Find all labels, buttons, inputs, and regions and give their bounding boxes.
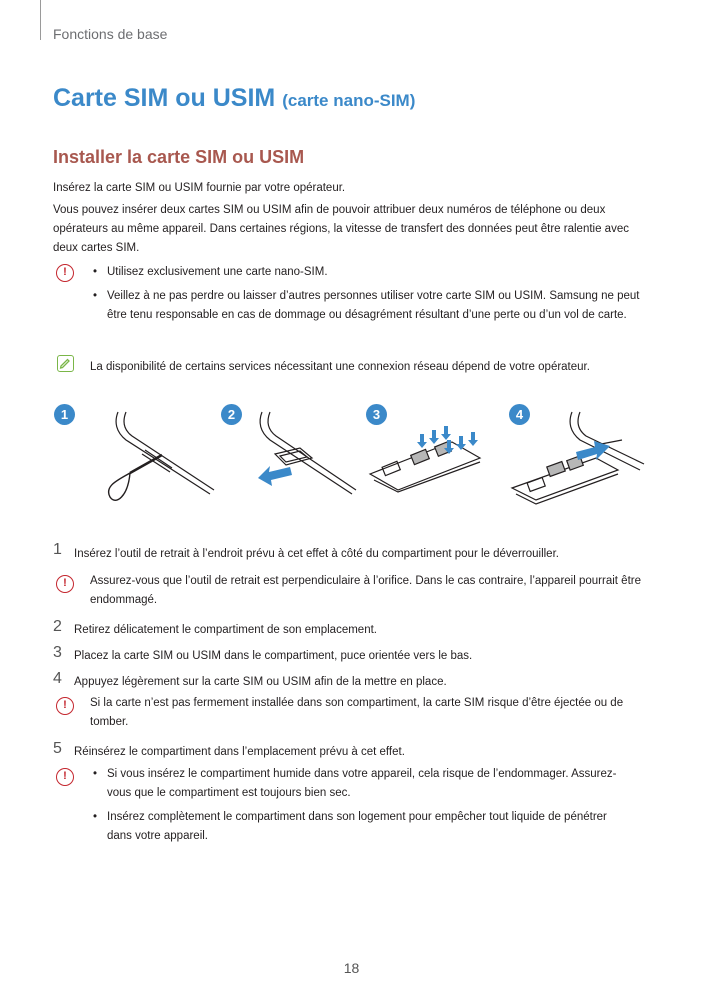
caution-bullet-2: • Veillez à ne pas perdre ou laisser d’autres personnes utiliser votre carte SIM ou USIM. Samsung ne peut être tenu responsable en cas de dommage ou désagrément résultant d’une perte ou d’un vol de carte. (93, 290, 640, 321)
page-number: 18 (343, 960, 360, 976)
caution-bullet-1: • Utilisez exclusivement une carte nano-SIM. (93, 266, 328, 278)
step-2-text: Retirez délicatement le compartiment de son emplacement. (74, 624, 377, 636)
step-1-text: Insérez l’outil de retrait à l’endroit prévu à cet effet à côté du compartiment pour le déverrouiller. (74, 548, 559, 560)
step-number-5: 5 (53, 740, 62, 757)
step-3-text: Placez la carte SIM ou USIM dans le compartiment, puce orientée vers le bas. (74, 650, 473, 662)
page-title (53, 84, 415, 113)
section-subtitle: Installer la carte SIM ou USIM (53, 147, 305, 167)
step-number-2: 2 (53, 618, 62, 635)
title-sub: (carte nano-SIM) (282, 91, 416, 110)
step-5-caution-bullet-2: • Insérez complètement le compartiment dans son logement pour empêcher tout liquide de pénétrer dans votre appareil. (93, 811, 607, 842)
step-number-3: 3 (53, 644, 62, 661)
step-4-caution: Si la carte n’est pas fermement installée dans son compartiment, la carte SIM risque d’être éjectée ou de tomber. (90, 697, 624, 728)
warning-icon: ! (56, 575, 74, 593)
intro-paragraph-2: Vous pouvez insérer deux cartes SIM ou USIM afin de pouvoir attribuer deux numéros de téléphone ou deux opérateurs au même appareil. Dans certaines régions, la vitesse de transfert des données peut être ralentie avec deux cartes SIM. (53, 204, 629, 254)
step-4-text: Appuyez légèrement sur la carte SIM ou USIM afin de la mettre en place. (74, 676, 447, 688)
step-number-1: 1 (53, 541, 62, 558)
step-5-text: Réinsérez le compartiment dans l’emplacement prévu à cet effet. (74, 746, 405, 758)
note-icon (57, 355, 74, 372)
warning-icon: ! (56, 768, 74, 786)
step-5-caution-bullet-1: • Si vous insérez le compartiment humide dans votre appareil, cela risque de l’endommager. Assurez-vous que le compartiment est toujours bien sec. (93, 768, 617, 799)
figure-badge-2: 2 (221, 404, 242, 425)
step-1-caution: Assurez-vous que l’outil de retrait est perpendiculaire à l’orifice. Dans le cas contraire, l’appareil pourrait être endommagé. (90, 575, 641, 606)
sim-installation-figure (0, 400, 703, 515)
warning-icon: ! (56, 697, 74, 715)
figure-badge-4: 4 (509, 404, 530, 425)
header-rule (40, 0, 41, 40)
intro-paragraph-1: Insérez la carte SIM ou USIM fournie par votre opérateur. (53, 182, 346, 194)
figure-badge-3: 3 (366, 404, 387, 425)
note-text: La disponibilité de certains services nécessitant une connexion réseau dépend de votre opérateur. (90, 361, 590, 373)
section-header: Fonctions de base (53, 26, 168, 42)
title-main: Carte SIM ou USIM (53, 84, 276, 112)
figure-badge-1: 1 (54, 404, 75, 425)
step-number-4: 4 (53, 670, 62, 687)
warning-icon: ! (56, 264, 74, 282)
